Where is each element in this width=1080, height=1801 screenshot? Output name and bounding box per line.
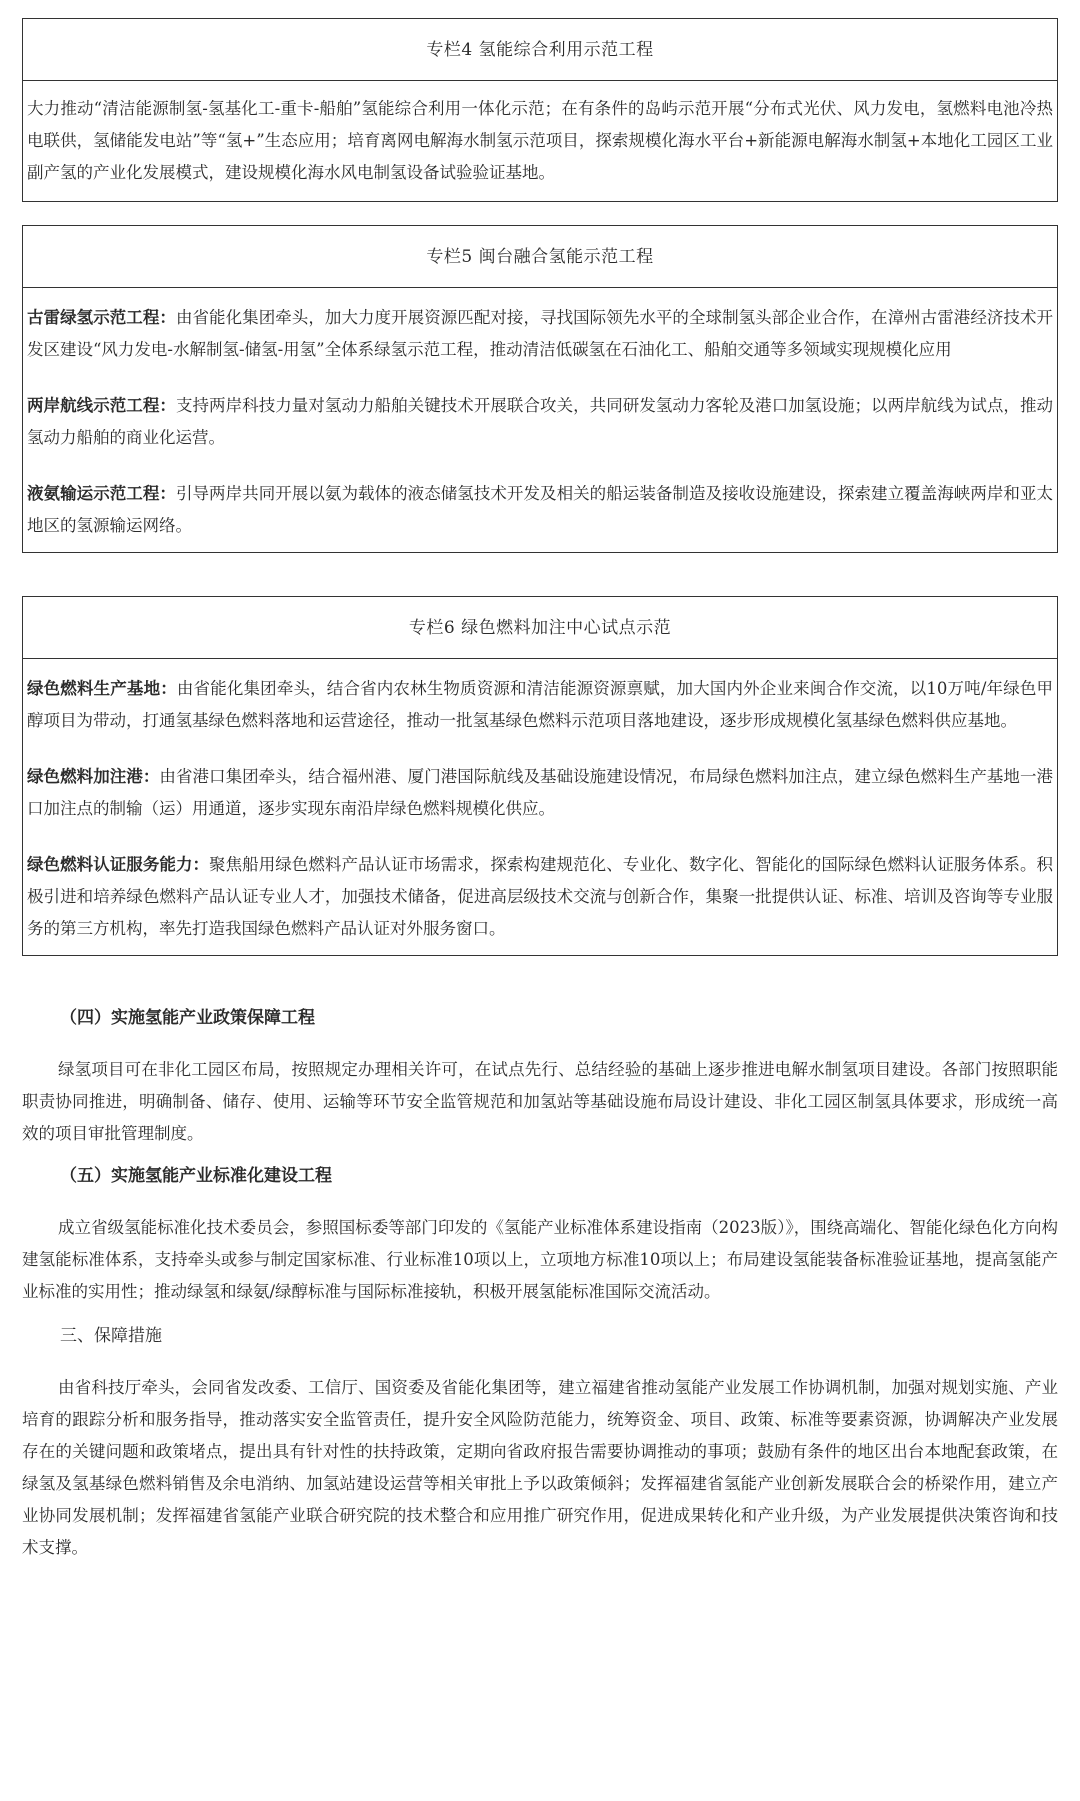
section-heading: 三、保障措施 — [60, 1326, 162, 1346]
box-item — [27, 478, 1053, 542]
section-heading: （四）实施氢能产业政策保障工程 — [60, 1008, 315, 1028]
section-measures — [22, 1318, 1058, 1564]
item-text: 由省能化集团牵头，结合省内农林生物质资源和清洁能源资源禀赋，加大国内外企业来闽合作交流，以10万吨/年绿色甲醇项目为带动，打通氢基绿色燃料落地和运营途径，推动一批氢基绿色燃料示范项目落地建设，逐步形成规模化氢基绿色燃料供应基地。 — [27, 679, 1054, 730]
box-item — [27, 673, 1053, 737]
box-item — [27, 849, 1053, 945]
item-label: 绿色燃料认证服务能力： — [27, 855, 210, 874]
column-box-5 — [22, 225, 1058, 553]
box-item — [27, 302, 1053, 366]
section-paragraph: 绿氢项目可在非化工园区布局，按照规定办理相关许可，在试点先行、总结经验的基础上逐步推进电解水制氢项目建设。各部门按照职能职责协同推进，明确制备、储存、使用、运输等环节安全监管规范和加氢站等基础设施布局设计建设、非化工园区制氢具体要求，形成统一高效的项目审批管理制度。 — [22, 1060, 1058, 1143]
section-heading: （五）实施氢能产业标准化建设工程 — [60, 1166, 332, 1186]
item-text: 由省港口集团牵头，结合福州港、厦门港国际航线及基础设施建设情况，布局绿色燃料加注点，建立绿色燃料生产基地一港口加注点的制输（运）用通道，逐步实现东南沿岸绿色燃料规模化供应。 — [27, 767, 1054, 818]
section-policy — [22, 1000, 1058, 1150]
box-item — [27, 390, 1053, 454]
item-text: 支持两岸科技力量对氢动力船舶关键技术开展联合攻关，共同研发氢动力客轮及港口加氢设施；以两岸航线为试点，推动氢动力船舶的商业化运营。 — [27, 396, 1054, 447]
item-label: 绿色燃料生产基地： — [27, 679, 177, 698]
box-item — [27, 761, 1053, 825]
item-label: 古雷绿氢示范工程： — [27, 308, 176, 327]
item-label: 两岸航线示范工程： — [27, 396, 176, 415]
item-label: 液氨输运示范工程： — [27, 484, 176, 503]
box-title: 专栏4 氢能综合利用示范工程 — [23, 19, 1057, 81]
item-text: 聚焦船用绿色燃料产品认证市场需求，探索构建规范化、专业化、数字化、智能化的国际绿色燃料认证服务体系。积极引进和培养绿色燃料产品认证专业人才，加强技术储备，促进高层级技术交流与创新合作，集聚一批提供认证、标准、培训及咨询等专业服务的第三方机构，率先打造我国绿色燃料产品认证对外服务窗口。 — [27, 855, 1054, 938]
section-standards — [22, 1158, 1058, 1308]
box-title: 专栏6 绿色燃料加注中心试点示范 — [23, 597, 1057, 659]
box-title: 专栏5 闽台融合氢能示范工程 — [23, 226, 1057, 288]
section-paragraph: 成立省级氢能标准化技术委员会，参照国标委等部门印发的《氢能产业标准体系建设指南（2023版）》，围绕高端化、智能化绿色化方向构建氢能标准体系，支持牵头或参与制定国家标准、行业标准10项以上，立项地方标准10项以上；布局建设氢能装备标准验证基地，提高氢能产业标准的实用性；推动绿氢和绿氨/绿醇标准与国际标准接轨，积极开展氢能标准国际交流活动。 — [22, 1218, 1058, 1301]
item-text: 引导两岸共同开展以氨为载体的液态储氢技术开发及相关的船运装备制造及接收设施建设，探索建立覆盖海峡两岸和亚太地区的氢源输运网络。 — [27, 484, 1054, 535]
item-label: 绿色燃料加注港： — [27, 767, 160, 786]
box-paragraph: 大力推动“清洁能源制氢-氢基化工-重卡-船舶”氢能综合利用一体化示范；在有条件的岛屿示范开展“分布式光伏、风力发电，氢燃料电池冷热电联供，氢储能发电站”等“氢+”生态应用；培育离网电解海水制氢示范项目，探索规模化海水平台+新能源电解海水制氢+本地化工园区工业副产氢的产业化发展模式，建设规模化海水风电制氢设备试验验证基地。 — [27, 99, 1053, 182]
column-box-6 — [22, 596, 1058, 956]
item-text: 由省能化集团牵头，加大力度开展资源匹配对接，寻找国际领先水平的全球制氢头部企业合作，在漳州古雷港经济技术开发区建设“风力发电-水解制氢-储氢-用氢”全体系绿氢示范工程，推动清洁低碳氢在石油化工、船舶交通等多领域实现规模化应用 — [27, 308, 1054, 359]
column-box-4 — [22, 18, 1058, 202]
section-paragraph: 由省科技厅牵头，会同省发改委、工信厅、国资委及省能化集团等，建立福建省推动氢能产业发展工作协调机制，加强对规划实施、产业培育的跟踪分析和服务指导，推动落实安全监管责任，提升安全风险防范能力，统筹资金、项目、政策、标准等要素资源，协调解决产业发展存在的关键问题和政策堵点，提出具有针对性的扶持政策，定期向省政府报告需要协调推动的事项；鼓励有条件的地区出台本地配套政策，在绿氢及氢基绿色燃料销售及余电消纳、加氢站建设运营等相关审批上予以政策倾斜；发挥福建省氢能产业创新发展联合会的桥梁作用，建立产业协同发展机制；发挥福建省氢能产业联合研究院的技术整合和应用推广研究作用，促进成果转化和产业升级，为产业发展提供决策咨询和技术支撑。 — [22, 1378, 1058, 1557]
